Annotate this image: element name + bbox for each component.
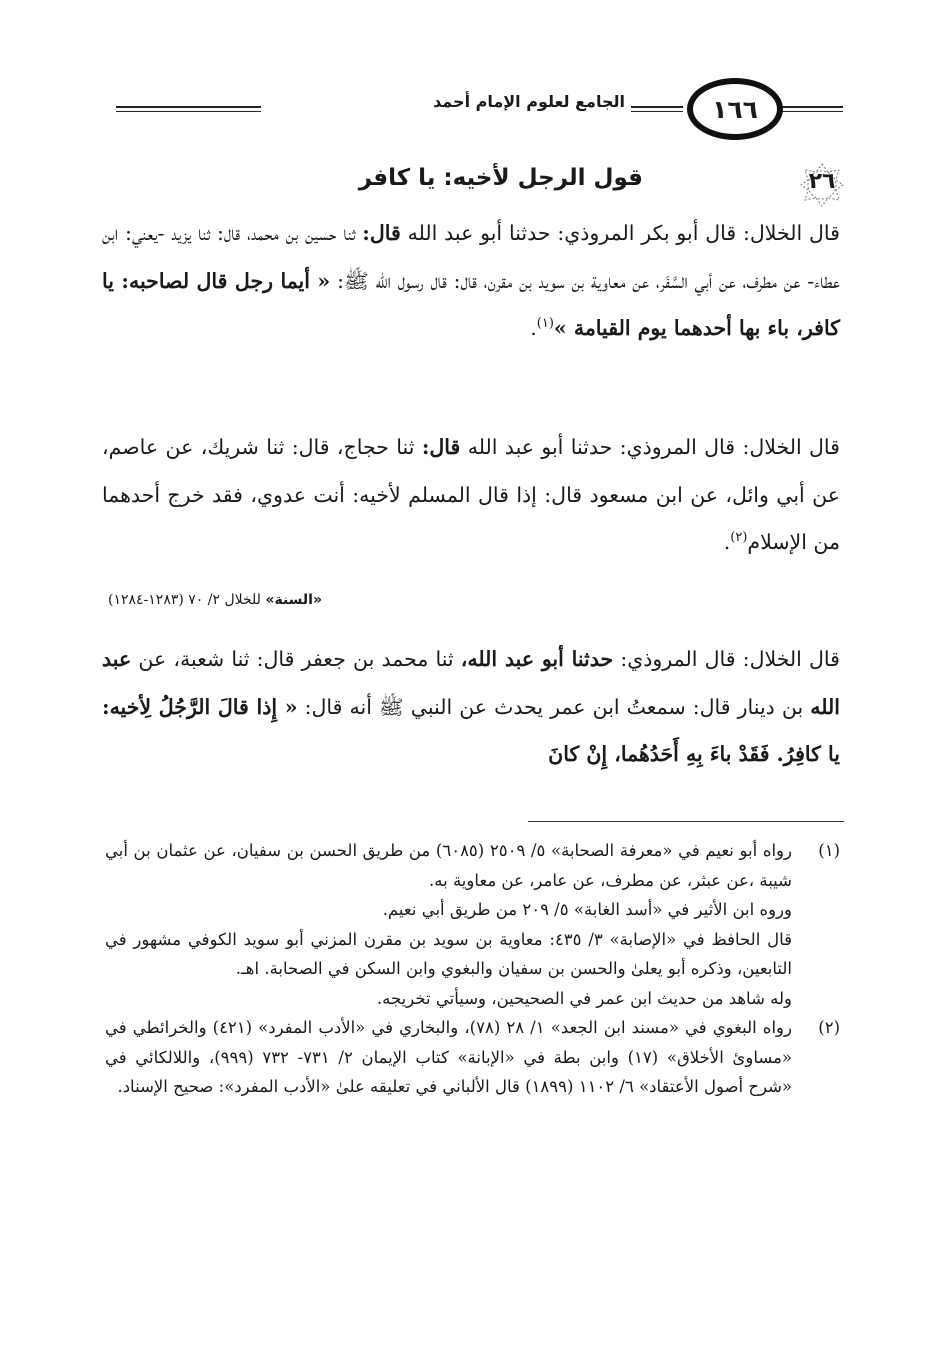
citation-book: «السنة» <box>265 592 323 608</box>
footnote-number: (٢) <box>818 1018 840 1037</box>
footnote-number: (١) <box>818 841 840 860</box>
p2-text-b: قال: <box>421 435 461 459</box>
book-title: الجامع لعلوم الإمام أحمد <box>433 92 625 111</box>
footnote-1 <box>105 836 840 1013</box>
footnote-line: رواه أبو نعيم في «معرفة الصحابة» ٥/ ٢٥٠٩ (٦٠٨٥) من طريق الحسن بن سفيان، عن عثمان بن أبي شيبة ،عن عبثر، عن مطرف، عن عامر، عن معاوية به. <box>105 841 792 890</box>
header-rule-left <box>116 106 261 112</box>
footnote-line: وروه ابن الأثير في «أسد الغابة» ٥/ ٢٠٩ من طريق أبي نعيم. <box>382 900 792 919</box>
p3-text-d: عبد الله <box>102 647 840 719</box>
p3-hadith: « إِذا قالَ الرَّجُلُ لِأخيه: يا كافِرُ. فَقَدْ باءَ بِهِ أَحَدُهُما، إِنْ كانَ <box>102 694 840 766</box>
p1-text-a: قال الخلال: قال أبو بكر المروذي: حدثنا أبو عبد الله <box>407 221 840 245</box>
p2-end: . <box>723 530 731 554</box>
footnote-2 <box>105 1013 840 1102</box>
footnote-ref-2[interactable]: (٢) <box>730 530 748 546</box>
footnote-line: رواه البغوي في «مسند ابن الجعد» ١/ ٢٨ (٧٨)، والبخاري في «الأدب المفرد» (٤٢١) والخرائطي في «مساوئ الأخلاق» (١٧) وابن بطة في «الإبانة» كتاب الإيمان ٢/ ٧٣١- ٧٣٢ (٩٩٩)، واللالكائي في «شرح أصول الأعتقاد» ٦/ ١١٠٢ (١٨٩٩) قال الألباني في تعليقه علىٰ «الأدب المفرد»: صحيح الإسناد. <box>105 1018 792 1096</box>
footnote-separator <box>528 821 844 822</box>
source-citation <box>108 592 322 608</box>
paragraph-3 <box>102 636 840 779</box>
p2-text-c: ثنا حجاج، قال: ثنا شريك، عن عاصم، عن أبي وائل، عن ابن مسعود قال: إذا قال المسلم لأخيه: أنت عدوي، فقد خرج أحدهما من الإسلام <box>102 435 840 554</box>
p1-hadith: « أيما رجل قال لصاحبه: يا كافر، باء بها أحدهما يوم القيامة » <box>102 268 840 340</box>
p3-text-e: بن دينار قال: سمعتُ ابن عمر يحدث عن النبي ﷺ أنه قال: <box>304 694 804 719</box>
p3-text-a: قال الخلال: قال المروذي: <box>620 647 840 671</box>
footnote-line: وله شاهد من حديث ابن عمر في الصحيحين، وسيأتي تخريجه. <box>376 988 792 1008</box>
footnote-line: قال الحافظ في «الإصابة» ٣/ ٤٣٥: معاوية بن سويد بن مقرن المزني أبو سويد الكوفي مشهور في التابعين، وذكره أبو يعلىٰ والحسن بن سفيان والبغوي وابن السكن في الصحابة. اهـ. <box>105 929 792 978</box>
running-header <box>108 78 843 144</box>
footnote-body <box>105 1013 792 1102</box>
citation-text: للخلال ٢/ ٧٠ (١٢٨٣-١٢٨٤) <box>108 592 261 608</box>
chapter-title: قول الرجل لأخيه: يا كافر <box>358 165 643 191</box>
chapter-number: ٢٦ <box>808 169 836 194</box>
p1-text-b: قال: <box>362 221 401 245</box>
footnote-body <box>105 836 792 1013</box>
header-rule-middle <box>631 106 683 112</box>
p3-text-b: حدثنا أبو عبد الله، <box>460 647 614 671</box>
paragraph-1 <box>102 210 840 353</box>
footnotes <box>105 836 840 1102</box>
paragraph-2 <box>102 424 840 567</box>
p1-end: . <box>530 316 537 340</box>
p1-text-c: ثنا حسين بن محمد، قال: ثنا يزيد -يعني: ابن عطاء- عن مطرف، عن أبي السَّفَر، عن معاوية بن سويد بن مقرن، قال: قال رسول الله ﷺ: <box>102 221 840 293</box>
p2-text-a: قال الخلال: قال المروذي: حدثنا أبو عبد الله <box>467 435 840 459</box>
chapter-badge <box>799 162 845 208</box>
p3-text-c: ثنا محمد بن جعفر قال: ثنا شعبة، عن <box>138 647 454 671</box>
footnote-ref-1[interactable]: (١) <box>536 316 554 332</box>
page-number-oval <box>687 78 783 140</box>
page-number: ١٦٦ <box>712 94 758 124</box>
